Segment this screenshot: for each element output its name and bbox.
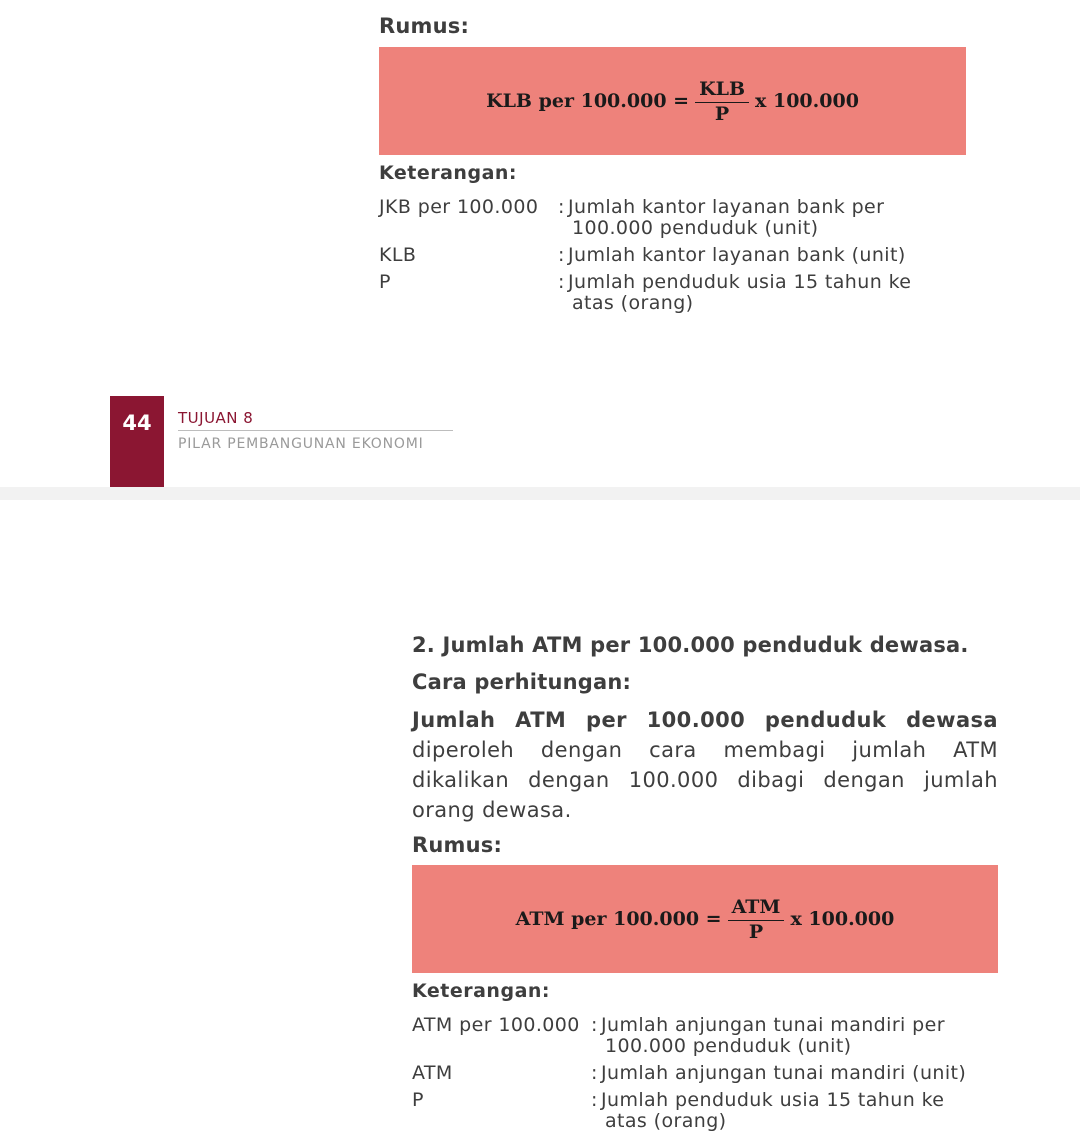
footer-title: TUJUAN 8 (178, 409, 254, 427)
formula-box-klb (379, 47, 966, 155)
footer-subtitle: PILAR PEMBANGUNAN EKONOMI (178, 436, 424, 452)
page-number: 44 (122, 411, 152, 435)
formula-numerator: ATM (728, 896, 785, 921)
cara-perhitungan-label: Cara perhitungan: (412, 670, 632, 694)
paragraph-lead: Jumlah ATM per 100.000 penduduk dewasa (412, 708, 998, 732)
definition-desc: : Jumlah penduduk usia 15 tahun ke atas (orang) (591, 1089, 945, 1132)
formula-atm (516, 896, 895, 943)
formula-rhs: x 100.000 (790, 908, 895, 930)
definition-desc-text: Jumlah kantor layanan bank (unit) (568, 244, 906, 266)
definition-term: JKB per 100.000 (379, 196, 539, 218)
paragraph-rest: diperoleh dengan cara membagi jumlah ATM dikalikan dengan 100.000 dibagi dengan jumlah orang dewasa. (412, 738, 998, 822)
definition-desc-cont: 100.000 penduduk (unit) (572, 217, 819, 239)
page-44 (0, 0, 1080, 487)
page-separator (0, 487, 1080, 500)
definition-desc: : Jumlah kantor layanan bank (unit) (558, 244, 906, 266)
definition-desc: : Jumlah anjungan tunai mandiri (unit) (591, 1062, 967, 1084)
definition-desc-cont: atas (orang) (605, 1110, 727, 1132)
formula-denominator: P (714, 102, 730, 125)
definition-desc-text: Jumlah anjungan tunai mandiri (unit) (601, 1062, 967, 1084)
definition-desc: : Jumlah penduduk usia 15 tahun ke atas (orang) (558, 271, 912, 314)
keterangan-label: Keterangan: (412, 980, 551, 1002)
definition-desc-text: Jumlah kantor layanan bank per (568, 196, 885, 218)
keterangan-label: Keterangan: (379, 162, 518, 184)
definition-desc: : Jumlah kantor layanan bank per 100.000 penduduk (unit) (558, 196, 885, 239)
formula-numerator: KLB (695, 78, 749, 103)
definition-desc-cont: 100.000 penduduk (unit) (605, 1035, 852, 1057)
formula-denominator: P (748, 920, 764, 943)
footer-divider (178, 430, 453, 431)
formula-lhs: KLB per 100.000 = (486, 90, 690, 112)
formula-rhs: x 100.000 (755, 90, 859, 112)
description-paragraph (412, 705, 998, 825)
definition-term: P (412, 1089, 424, 1111)
definition-desc-text: Jumlah anjungan tunai mandiri per (601, 1014, 945, 1036)
page-number-badge (110, 396, 164, 487)
definition-term: P (379, 271, 391, 293)
formula-lhs: ATM per 100.000 = (515, 908, 722, 930)
definition-term: KLB (379, 244, 417, 266)
section-heading: 2. Jumlah ATM per 100.000 penduduk dewasa. (412, 633, 969, 657)
formula-fraction (695, 78, 749, 125)
formula-box-atm (412, 865, 998, 973)
rumus-label: Rumus: (379, 14, 470, 38)
definition-term: ATM per 100.000 (412, 1014, 580, 1036)
definition-desc-text: Jumlah penduduk usia 15 tahun ke (568, 271, 912, 293)
rumus-label: Rumus: (412, 833, 503, 857)
formula-klb (486, 78, 859, 125)
definition-desc: : Jumlah anjungan tunai mandiri per 100.000 penduduk (unit) (591, 1014, 945, 1057)
formula-fraction (728, 896, 785, 943)
definition-term: ATM (412, 1062, 453, 1084)
definition-desc-text: Jumlah penduduk usia 15 tahun ke (601, 1089, 945, 1111)
definition-desc-cont: atas (orang) (572, 292, 694, 314)
